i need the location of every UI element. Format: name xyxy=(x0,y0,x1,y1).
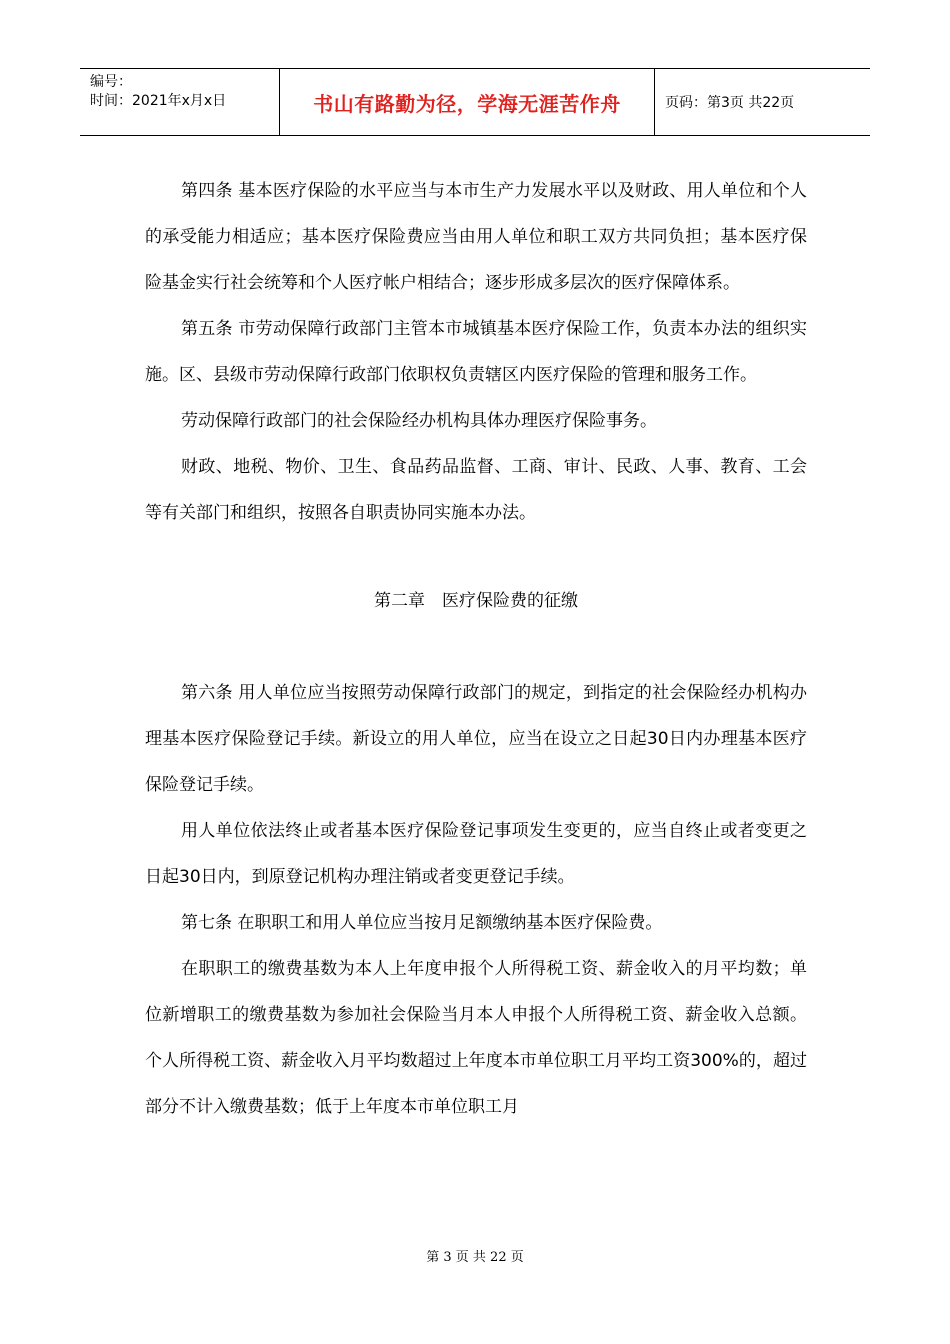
document-time-label: 时间：2021年x月x日 xyxy=(90,93,227,109)
article-7: 第七条 在职职工和用人单位应当按月足额缴纳基本医疗保险费。 xyxy=(181,913,663,933)
article-7-clause-2: 在职职工的缴费基数为本人上年度申报个人所得税工资、薪金收入的月平均数；单位新增职工的缴费基数为参加社会保险当月本人申报个人所得税工资、薪金收入总额。个人所得税工资、薪金收入月平均数超过上年度本市单位职工月平均工资300%的，超过部分不计入缴费基数；低于上年度本市单位职工月 xyxy=(145,959,807,1117)
article-6: 第六条 用人单位应当按照劳动保障行政部门的规定，到指定的社会保险经办机构办理基本医疗保险登记手续。新设立的用人单位，应当在设立之日起30日内办理基本医疗保险登记手续。 xyxy=(145,683,807,795)
page-footer: 第 3 页 共 22 页 xyxy=(426,1250,524,1265)
page-header xyxy=(80,68,870,136)
document-number-label: 编号： xyxy=(90,74,132,90)
article-5-clause-3: 财政、地税、物价、卫生、食品药品监督、工商、审计、民政、人事、教育、工会等有关部门和组织，按照各自职责协同实施本办法。 xyxy=(145,457,807,523)
article-4: 第四条 基本医疗保险的水平应当与本市生产力发展水平以及财政、用人单位和个人的承受能力相适应；基本医疗保险费应当由用人单位和职工双方共同负担；基本医疗保险基金实行社会统筹和个人医疗帐户相结合；逐步形成多层次的医疗保障体系。 xyxy=(145,181,807,293)
header-motto: 书山有路勤为径，学海无涯苦作舟 xyxy=(280,69,655,135)
article-5-clause-2: 劳动保障行政部门的社会保险经办机构具体办理医疗保险事务。 xyxy=(181,411,657,431)
document-body xyxy=(145,168,807,1130)
header-page-info: 页码：第3页 共22页 xyxy=(665,95,795,111)
chapter-title: 第二章 医疗保险费的征缴 xyxy=(374,591,578,611)
article-5: 第五条 市劳动保障行政部门主管本市城镇基本医疗保险工作，负责本办法的组织实施。区、县级市劳动保障行政部门依职权负责辖区内医疗保险的管理和服务工作。 xyxy=(145,319,807,385)
article-6-clause-2: 用人单位依法终止或者基本医疗保险登记事项发生变更的，应当自终止或者变更之日起30日内，到原登记机构办理注销或者变更登记手续。 xyxy=(145,821,807,887)
header-meta xyxy=(80,69,280,135)
